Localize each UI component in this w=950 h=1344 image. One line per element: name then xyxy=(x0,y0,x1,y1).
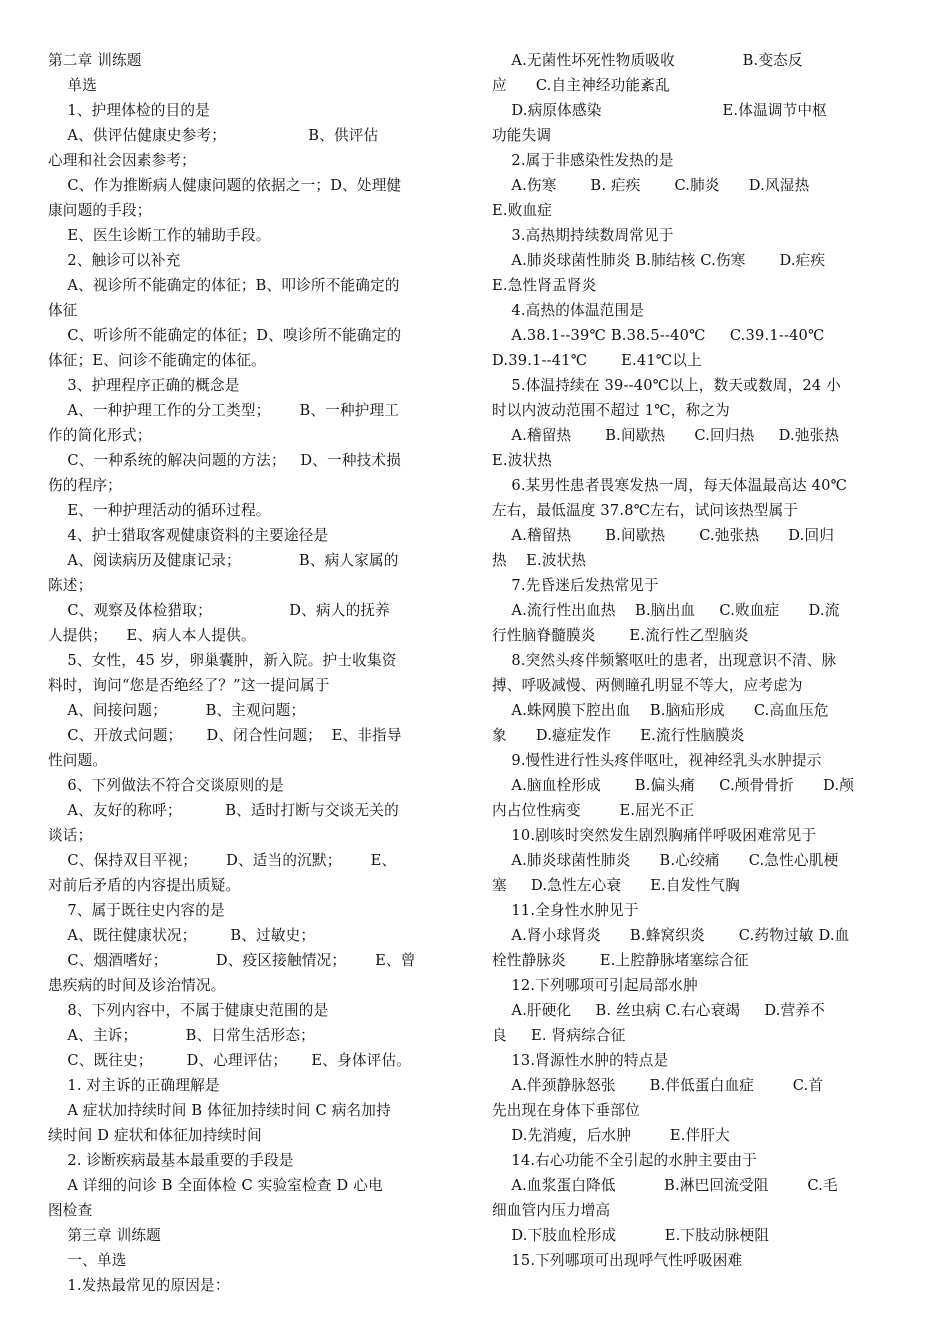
right-line: A.肺炎球菌性肺炎 B.心绞痛 C.急性心肌梗 xyxy=(492,852,839,869)
left-line: 对前后矛盾的内容提出质疑。 xyxy=(48,877,241,894)
right-line: 12.下列哪项可引起局部水肿 xyxy=(492,977,698,994)
left-line: 一、单选 xyxy=(48,1252,127,1269)
left-line: 单选 xyxy=(48,77,97,94)
right-line: A.无菌性坏死性物质吸收 B.变态反 xyxy=(492,52,803,69)
left-line: 心理和社会因素参考； xyxy=(48,152,196,169)
left-line: 体征 xyxy=(48,302,78,319)
left-column xyxy=(48,48,453,1298)
left-line: C、观察及体检猎取； D、病人的抚养 xyxy=(48,602,390,619)
left-line: A、一种护理工作的分工类型； B、一种护理工 xyxy=(48,402,400,419)
right-line: D.39.1--41℃ E.41℃以上 xyxy=(492,352,702,369)
right-line: 象 D.癔症发作 E.流行性脑膜炎 xyxy=(492,727,745,744)
right-line: 11.全身性水肿见于 xyxy=(492,902,639,919)
right-line: 6.某男性患者畏寒发热一周，每天体温最高达 40℃ xyxy=(492,477,848,494)
left-line: C、既往史； D、心理评估； E、身体评估。 xyxy=(48,1052,412,1069)
right-line: 先出现在身体下垂部位 xyxy=(492,1102,640,1119)
left-line: C、作为推断病人健康问题的依据之一；D、处理健 xyxy=(48,177,402,194)
right-line: A.伴颈静脉怒张 B.伴低蛋白血症 C.首 xyxy=(492,1077,824,1094)
right-line: 15.下列哪项可出现呼气性呼吸困难 xyxy=(492,1252,743,1269)
left-line: 康问题的手段； xyxy=(48,202,152,219)
right-line: 14.右心功能不全引起的水肿主要由于 xyxy=(492,1152,758,1169)
right-line: 5.体温持续在 39--40℃以上，数天或数周，24 小 xyxy=(492,377,841,394)
left-line: C、听诊所不能确定的体征；D、嗅诊所不能确定的 xyxy=(48,327,402,344)
left-line: 谈话； xyxy=(48,827,93,844)
right-line: A.肺炎球菌性肺炎 B.肺结核 C.伤寒 D.疟疾 xyxy=(492,252,826,269)
left-line: A、间接问题； B、主观问题； xyxy=(48,702,306,719)
right-line: 13.肾源性水肿的特点是 xyxy=(492,1052,669,1069)
right-line: 搏、呼吸减慢、两侧瞳孔明显不等大，应考虑为 xyxy=(492,677,803,694)
left-line: 料时，询问“您是否绝经了？”这一提问属于 xyxy=(48,677,330,694)
right-line: E.波状热 xyxy=(492,452,553,469)
left-line: 4、护士猎取客观健康资料的主要途径是 xyxy=(48,527,329,544)
right-line: A.38.1--39℃ B.38.5--40℃ C.39.1--40℃ xyxy=(492,327,825,344)
left-line: A、主诉； B、日常生活形态； xyxy=(48,1027,315,1044)
left-line: A、供评估健康史参考； B、供评估 xyxy=(48,127,379,144)
left-line: 作的简化形式； xyxy=(48,427,152,444)
right-line: A.蛛网膜下腔出血 B.脑疝形成 C.高血压危 xyxy=(492,702,829,719)
left-line: 3、护理程序正确的概念是 xyxy=(48,377,240,394)
right-line: 栓性静脉炎 E.上腔静脉堵塞综合征 xyxy=(492,952,749,969)
left-line: A、视诊所不能确定的体征；B、叩诊所不能确定的 xyxy=(48,277,400,294)
right-line: 细血管内压力增高 xyxy=(492,1202,611,1219)
left-line: 1. 对主诉的正确理解是 xyxy=(48,1077,220,1094)
left-line: C、一种系统的解决问题的方法； D、一种技术损 xyxy=(48,452,402,469)
left-line: 5、女性，45 岁，卵巢囊肿，新入院。护士收集资 xyxy=(48,652,397,669)
right-line: 7.先昏迷后发热常见于 xyxy=(492,577,659,594)
left-line: 患疾病的时间及诊治情况。 xyxy=(48,977,226,994)
right-line: D.先消瘦，后水肿 E.伴肝大 xyxy=(492,1127,730,1144)
left-line: C、保持双目平视； D、适当的沉默； E、 xyxy=(48,852,397,869)
right-line: A.稽留热 B.间歇热 C.弛张热 D.回归 xyxy=(492,527,835,544)
left-line: C、烟酒嗜好； D、疫区接触情况； E、曾 xyxy=(48,952,416,969)
left-line: A、既往健康状况； B、过敏史； xyxy=(48,927,316,944)
right-column xyxy=(492,48,902,1273)
right-line: A.稽留热 B.间歇热 C.回归热 D.弛张热 xyxy=(492,427,840,444)
left-line: 第二章 训练题 xyxy=(48,52,142,69)
right-line: 热 E.波状热 xyxy=(492,552,587,569)
right-line: 3.高热期持续数周常见于 xyxy=(492,227,674,244)
left-line: 1.发热最常见的原因是： xyxy=(48,1277,230,1294)
right-line: 内占位性病变 E.屈光不正 xyxy=(492,802,695,819)
right-line: D.病原体感染 E.体温调节中枢 xyxy=(492,102,827,119)
left-line: 6、下列做法不符合交谈原则的是 xyxy=(48,777,284,794)
left-line: 伤的程序； xyxy=(48,477,122,494)
left-line: 性问题。 xyxy=(48,752,108,769)
left-line: 体征；E、问诊不能确定的体征。 xyxy=(48,352,266,369)
right-line: A.流行性出血热 B.脑出血 C.败血症 D.流 xyxy=(492,602,840,619)
right-line: 行性脑脊髓膜炎 E.流行性乙型脑炎 xyxy=(492,627,749,644)
right-line: A.脑血栓形成 B.偏头痛 C.颅骨骨折 D.颅 xyxy=(492,777,855,794)
left-line: 陈述； xyxy=(48,577,93,594)
right-line: 4.高热的体温范围是 xyxy=(492,302,645,319)
left-line: A、友好的称呼； B、适时打断与交谈无关的 xyxy=(48,802,399,819)
right-line: 良 E. 肾病综合征 xyxy=(492,1027,626,1044)
right-line: 时以内波动范围不超过 1℃，称之为 xyxy=(492,402,730,419)
right-line: 塞 D.急性左心衰 E.自发性气胸 xyxy=(492,877,740,894)
left-line: 2、触诊可以补充 xyxy=(48,252,181,269)
left-line: 人提供； E、病人本人提供。 xyxy=(48,627,256,644)
left-line: A、阅读病历及健康记录； B、病人家属的 xyxy=(48,552,399,569)
right-line: 8.突然头疼伴频繁呕吐的患者，出现意识不清、脉 xyxy=(492,652,837,669)
left-line: 2. 诊断疾病最基本最重要的手段是 xyxy=(48,1152,294,1169)
right-line: E.败血症 xyxy=(492,202,553,219)
left-line: 图检查 xyxy=(48,1202,93,1219)
left-line: C、开放式问题； D、闭合性问题； E、非指导 xyxy=(48,727,402,744)
right-line: 左右，最低温度 37.8℃左右，试问该热型属于 xyxy=(492,502,799,519)
right-line: D.下肢血栓形成 E.下肢动脉梗阻 xyxy=(492,1227,770,1244)
left-line: A 症状加持续时间 B 体征加持续时间 C 病名加持 xyxy=(48,1102,391,1119)
right-line: 应 C.自主神经功能紊乱 xyxy=(492,77,670,94)
right-line: E.急性肾盂肾炎 xyxy=(492,277,597,294)
left-line: 8、下列内容中，不属于健康史范围的是 xyxy=(48,1002,329,1019)
left-line: A 详细的问诊 B 全面体检 C 实验室检查 D 心电 xyxy=(48,1177,383,1194)
right-line: 功能失调 xyxy=(492,127,552,144)
left-line: 1、护理体检的目的是 xyxy=(48,102,210,119)
left-line: E、医生诊断工作的辅助手段。 xyxy=(48,227,271,244)
right-line: A.肝硬化 B. 丝虫病 C.右心衰竭 D.营养不 xyxy=(492,1002,825,1019)
left-line: 7、属于既往史内容的是 xyxy=(48,902,225,919)
right-line: 2.属于非感染性发热的是 xyxy=(492,152,674,169)
right-line: 10.剧咳时突然发生剧烈胸痛伴呼吸困难常见于 xyxy=(492,827,817,844)
right-line: A.血浆蛋白降低 B.淋巴回流受阻 C.毛 xyxy=(492,1177,838,1194)
left-line: 续时间 D 症状和体征加持续时间 xyxy=(48,1127,262,1144)
left-line: E、一种护理活动的循环过程。 xyxy=(48,502,271,519)
right-line: A.伤寒 B. 疟疾 C.肺炎 D.风湿热 xyxy=(492,177,810,194)
right-line: A.肾小球肾炎 B.蜂窝织炎 C.药物过敏 D.血 xyxy=(492,927,850,944)
left-line: 第三章 训练题 xyxy=(48,1227,161,1244)
right-line: 9.慢性进行性头疼伴呕吐，视神经乳头水肿提示 xyxy=(492,752,822,769)
